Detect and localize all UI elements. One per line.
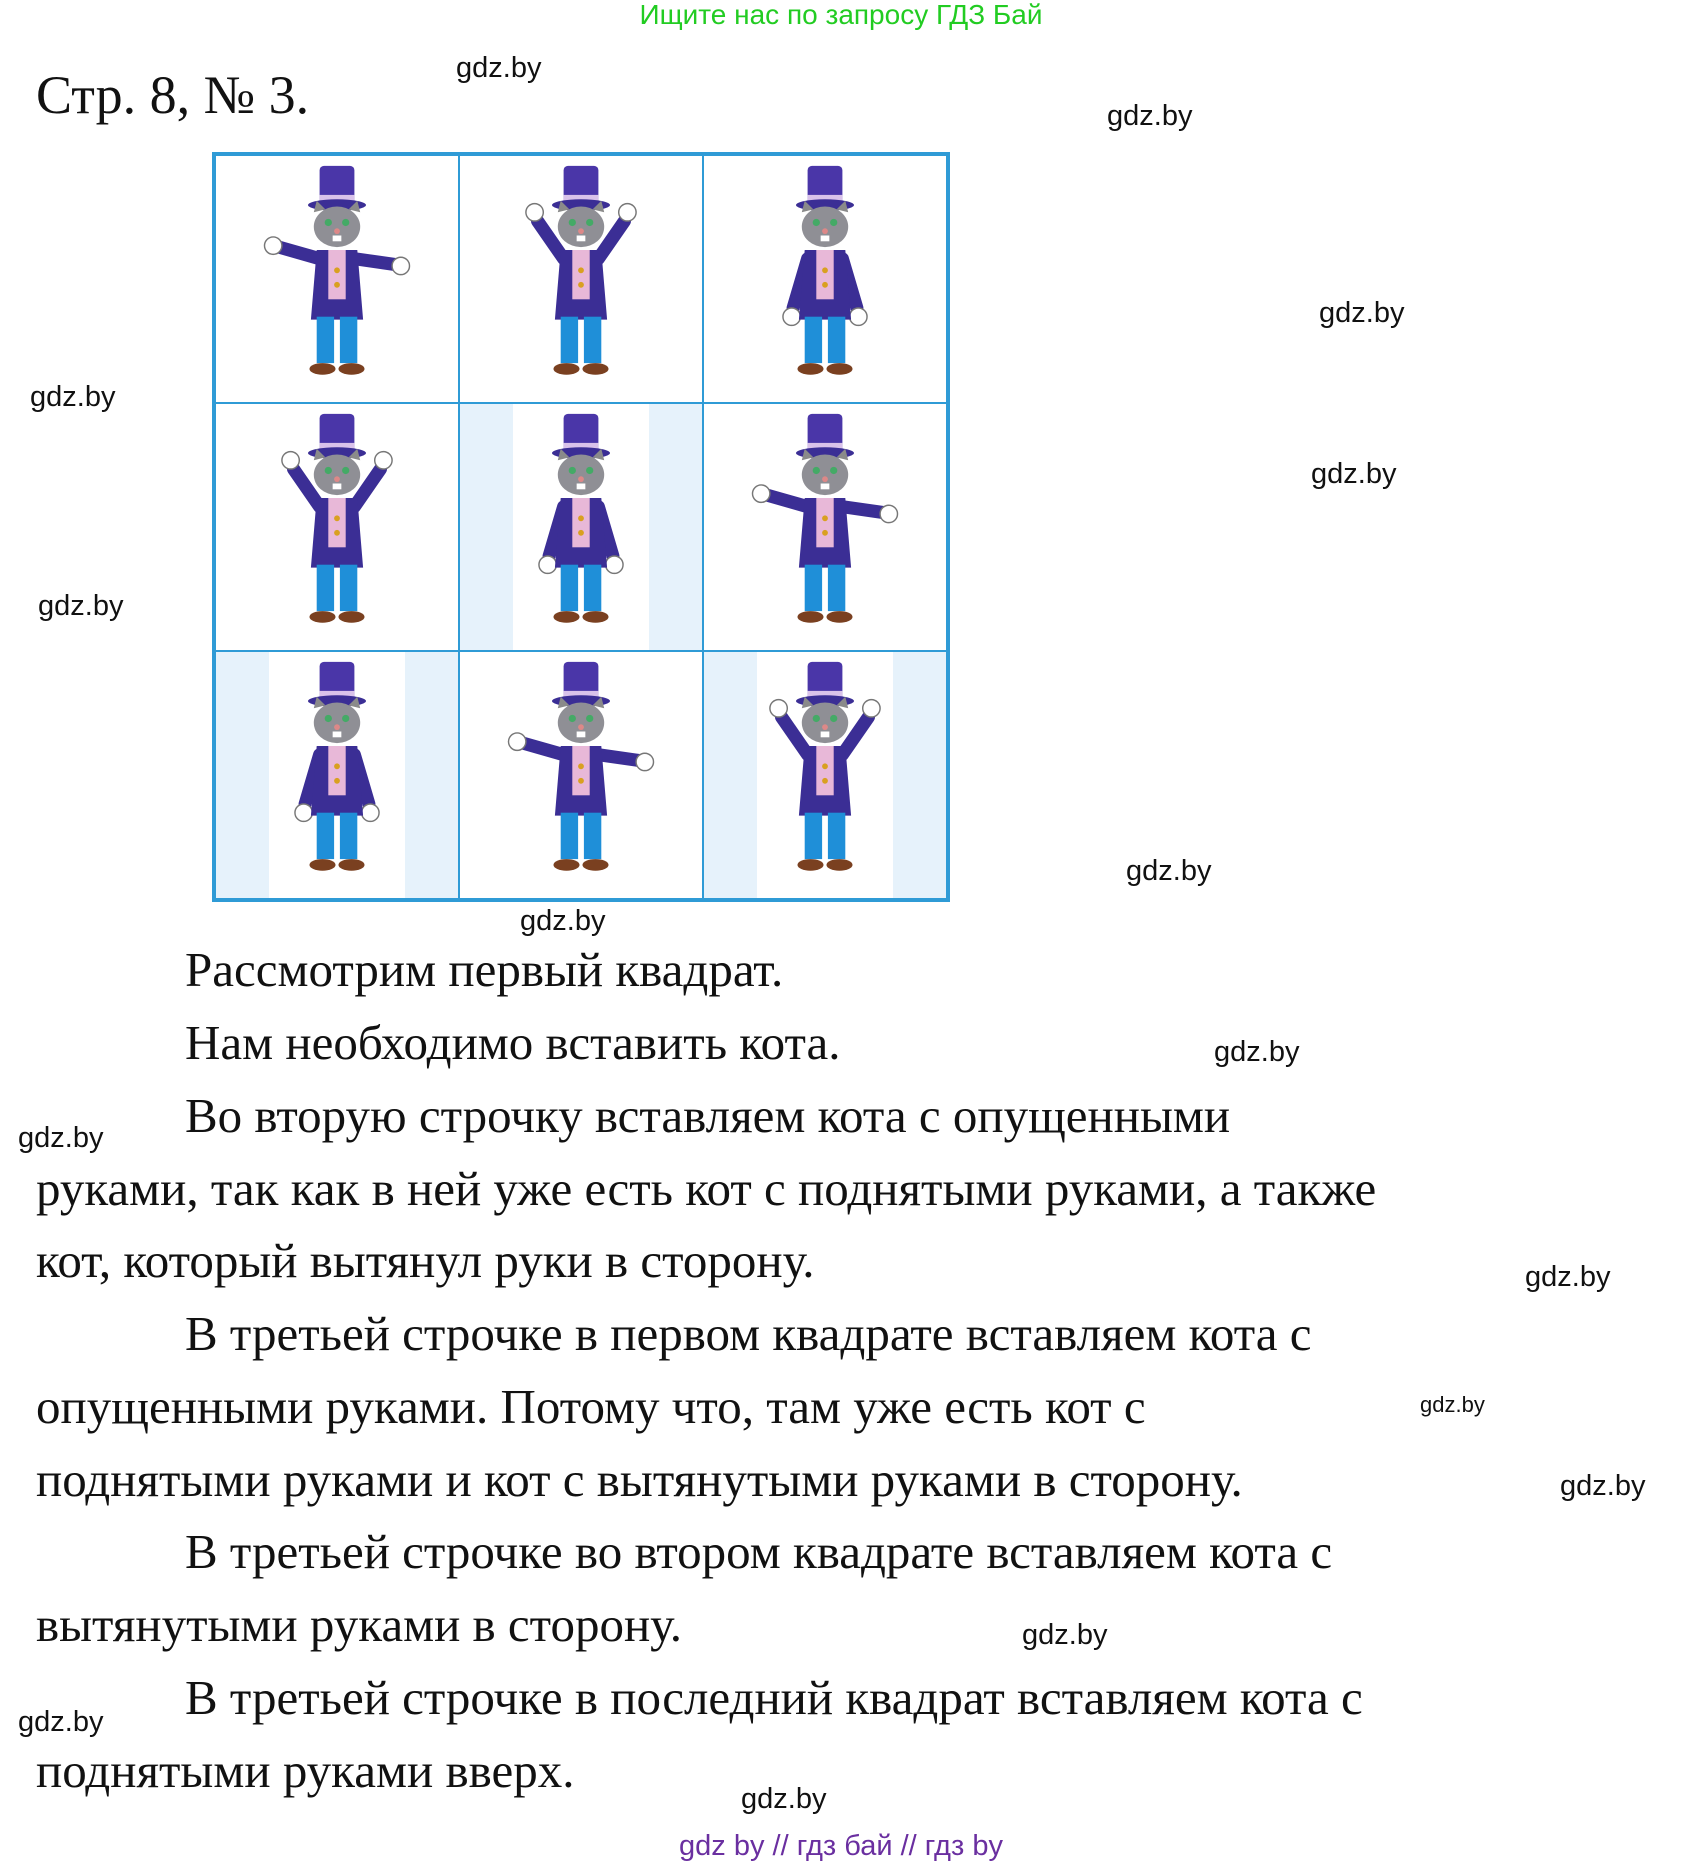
text-line: поднятыми руками вверх. — [36, 1743, 575, 1798]
grid-cell — [459, 403, 703, 651]
text-line: В третьей строчке в первом квадрате вставляем кота с — [185, 1306, 1312, 1361]
watermark: gdz.by — [456, 52, 542, 84]
cat-arms-up-icon — [725, 659, 925, 891]
text-line: опущенными руками. Потому что, там уже есть кот с — [36, 1379, 1146, 1434]
text-line: В третьей строчке во втором квадрате вставляем кота с — [185, 1524, 1333, 1579]
text-line: вытянутыми руками в сторону. — [36, 1597, 683, 1652]
cat-arms-down-icon — [237, 659, 437, 891]
text-line: Нам необходимо вставить кота. — [185, 1015, 841, 1070]
cat-arms-down-icon — [725, 163, 925, 395]
watermark: gdz.by — [741, 1783, 827, 1815]
text-line: поднятыми руками и кот с вытянутыми руками в сторону. — [36, 1452, 1243, 1507]
cat-arms-down-icon — [481, 411, 681, 643]
grid-cell — [703, 651, 947, 899]
cat-arms-out-icon — [725, 411, 925, 643]
cat-arms-out-icon — [481, 659, 681, 891]
cat-arms-up-icon — [481, 163, 681, 395]
cat-arms-out-icon — [237, 163, 437, 395]
cat-puzzle-grid — [212, 152, 950, 902]
text-line: кот, который вытянул руки в сторону. — [36, 1233, 815, 1288]
grid-cell — [459, 155, 703, 403]
watermark: gdz.by — [38, 590, 124, 622]
watermark: gdz.by — [1107, 100, 1193, 132]
cat-arms-up-icon — [237, 411, 437, 643]
watermark: gdz.by — [1022, 1619, 1108, 1651]
watermark: gdz.by — [1525, 1261, 1611, 1293]
search-banner: Ищите нас по запросу ГДЗ Бай — [639, 0, 1043, 30]
text-line: Рассмотрим первый квадрат. — [185, 942, 784, 997]
watermark: gdz.by — [1560, 1470, 1646, 1502]
grid-cell — [215, 403, 459, 651]
text-line: Во вторую строчку вставляем кота с опущенными — [185, 1088, 1231, 1143]
watermark: gdz.by — [1214, 1036, 1300, 1068]
watermark: gdz.by — [18, 1706, 104, 1738]
watermark: gdz.by — [1319, 297, 1405, 329]
grid-cell — [459, 651, 703, 899]
grid-cell — [703, 403, 947, 651]
text-line: руками, так как в ней уже есть кот с поднятыми руками, а также — [36, 1161, 1377, 1216]
watermark: gdz.by — [30, 381, 116, 413]
watermark: gdz.by — [1126, 855, 1212, 887]
watermark: gdz.by — [18, 1122, 104, 1154]
watermark: gdz.by — [520, 905, 606, 937]
grid-cell — [703, 155, 947, 403]
grid-cell — [215, 155, 459, 403]
watermark: gdz.by — [1420, 1392, 1485, 1417]
text-line: В третьей строчке в последний квадрат вставляем кота с — [185, 1670, 1363, 1725]
watermark: gdz.by — [1311, 458, 1397, 490]
grid-cell — [215, 651, 459, 899]
page-title: Стр. 8, № 3. — [36, 65, 310, 125]
footer-links: gdz by // гдз бай // гдз by — [679, 1830, 1003, 1862]
